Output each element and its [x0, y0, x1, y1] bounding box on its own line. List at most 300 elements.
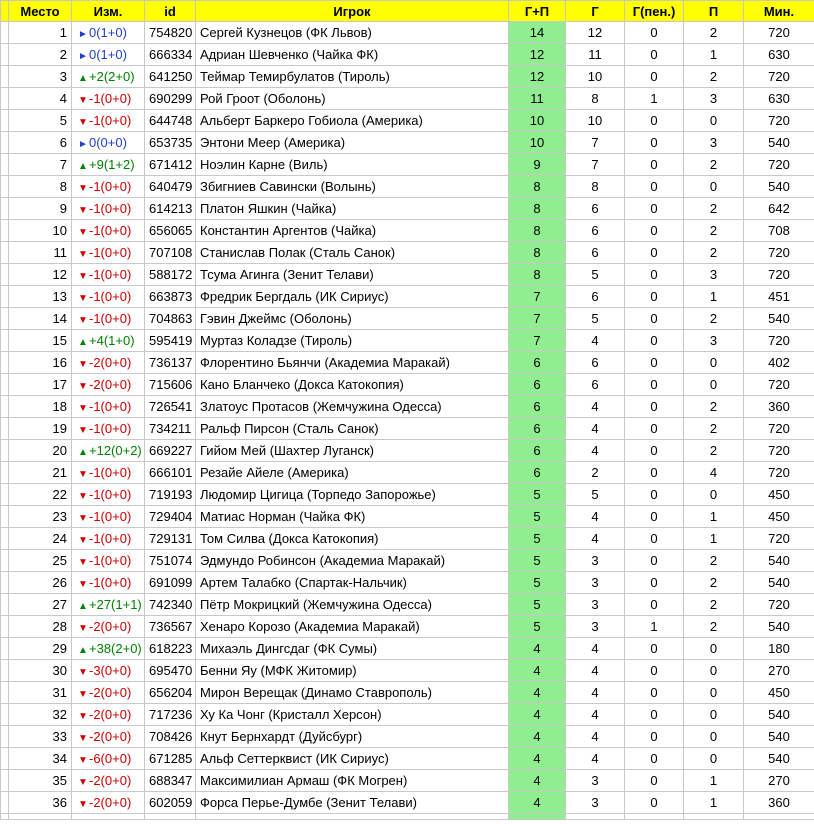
cell-pen-goals[interactable]: 0 — [625, 792, 684, 814]
cell-pen-goals[interactable]: 0 — [625, 440, 684, 462]
cell-pen-goals[interactable]: 0 — [625, 220, 684, 242]
cell-goals[interactable]: 3 — [566, 770, 625, 792]
cell-pen-goals[interactable]: 0 — [625, 66, 684, 88]
cell-points[interactable]: 8 — [509, 242, 566, 264]
cell-assists[interactable]: 0 — [684, 726, 744, 748]
cell-minutes[interactable]: 270 — [744, 770, 814, 792]
cell-id[interactable]: 656204 — [145, 682, 196, 704]
cell-place[interactable]: 4 — [9, 88, 72, 110]
cell-points[interactable]: 4 — [509, 660, 566, 682]
header-pen-goals[interactable]: Г(пен.) — [625, 1, 684, 22]
cell-place[interactable]: 6 — [9, 132, 72, 154]
cell-id[interactable]: 671412 — [145, 154, 196, 176]
cell-goals[interactable]: 2 — [566, 462, 625, 484]
cell-player[interactable]: Пётр Мокрицкий (Жемчужина Одесса) — [196, 594, 509, 616]
cell-place[interactable]: 25 — [9, 550, 72, 572]
cell-minutes[interactable]: 720 — [744, 462, 814, 484]
cell-player[interactable]: Мирон Верещак (Динамо Ставрополь) — [196, 682, 509, 704]
cell-id[interactable]: 618223 — [145, 638, 196, 660]
cell-assists[interactable]: 2 — [684, 22, 744, 44]
cell-points[interactable]: 5 — [509, 616, 566, 638]
cell-pen-goals[interactable]: 0 — [625, 748, 684, 770]
cell-assists[interactable]: 0 — [684, 176, 744, 198]
cell-goals[interactable]: 4 — [566, 726, 625, 748]
cell-minutes[interactable]: 540 — [744, 308, 814, 330]
cell-player[interactable]: Резайе Айеле (Америка) — [196, 462, 509, 484]
cell-change[interactable] — [72, 704, 145, 726]
cell-points[interactable]: 6 — [509, 440, 566, 462]
cell-pen-goals[interactable]: 0 — [625, 44, 684, 66]
header-change[interactable]: Изм. — [72, 1, 145, 22]
cell-player[interactable]: Михаэль Дингсдаг (ФК Сумы) — [196, 638, 509, 660]
cell-assists[interactable]: 2 — [684, 154, 744, 176]
cell-change[interactable] — [72, 44, 145, 66]
cell-change[interactable] — [72, 418, 145, 440]
cell-goals[interactable]: 4 — [566, 682, 625, 704]
cell-change[interactable] — [72, 22, 145, 44]
cell-goals[interactable]: 8 — [566, 88, 625, 110]
cell-change[interactable] — [72, 682, 145, 704]
cell-assists[interactable]: 2 — [684, 440, 744, 462]
cell-id[interactable]: 726541 — [145, 396, 196, 418]
cell-change[interactable] — [72, 286, 145, 308]
cell-id[interactable]: 688347 — [145, 770, 196, 792]
cell-minutes[interactable]: 720 — [744, 418, 814, 440]
cell-player[interactable]: Хенаро Корозо (Академиа Маракай) — [196, 616, 509, 638]
cell-pen-goals[interactable]: 0 — [625, 506, 684, 528]
cell-pen-goals[interactable]: 0 — [625, 572, 684, 594]
cell-id[interactable]: 671285 — [145, 748, 196, 770]
cell-assists[interactable]: 1 — [684, 792, 744, 814]
cell-change[interactable] — [72, 440, 145, 462]
cell-change[interactable] — [72, 264, 145, 286]
cell-player[interactable]: Кнут Бернхардт (Дуйсбург) — [196, 726, 509, 748]
cell-minutes[interactable]: 720 — [744, 22, 814, 44]
cell-points[interactable]: 8 — [509, 264, 566, 286]
cell-minutes[interactable]: 540 — [744, 616, 814, 638]
cell-change[interactable] — [72, 572, 145, 594]
cell-player[interactable]: Ху Ка Чонг (Кристалл Херсон) — [196, 704, 509, 726]
cell-place[interactable]: 11 — [9, 242, 72, 264]
cell-change[interactable] — [72, 528, 145, 550]
cell-minutes[interactable]: 720 — [744, 154, 814, 176]
cell-place[interactable]: 34 — [9, 748, 72, 770]
cell-player[interactable]: Флорентино Бьянчи (Академиа Маракай) — [196, 352, 509, 374]
cell-id[interactable]: 663873 — [145, 286, 196, 308]
cell-pen-goals[interactable]: 0 — [625, 528, 684, 550]
cell-place[interactable]: 10 — [9, 220, 72, 242]
cell-player[interactable]: Людомир Цигица (Торпедо Запорожье) — [196, 484, 509, 506]
cell-id[interactable]: 736137 — [145, 352, 196, 374]
cell-player[interactable]: Форса Перье-Думбе (Зенит Телави) — [196, 792, 509, 814]
cell-player[interactable]: Рой Гроот (Оболонь) — [196, 88, 509, 110]
cell-id[interactable]: 669227 — [145, 440, 196, 462]
cell-assists[interactable]: 3 — [684, 264, 744, 286]
cell-change[interactable] — [72, 550, 145, 572]
cell-assists[interactable]: 2 — [684, 572, 744, 594]
cell-change[interactable] — [72, 748, 145, 770]
cell-assists[interactable]: 2 — [684, 616, 744, 638]
cell-change[interactable] — [72, 110, 145, 132]
cell-minutes[interactable]: 708 — [744, 220, 814, 242]
cell-assists[interactable]: 1 — [684, 770, 744, 792]
cell-change[interactable] — [72, 154, 145, 176]
cell-place[interactable]: 21 — [9, 462, 72, 484]
cell-change[interactable] — [72, 88, 145, 110]
cell-player[interactable]: Артем Талабко (Спартак-Нальчик) — [196, 572, 509, 594]
cell-place[interactable]: 15 — [9, 330, 72, 352]
cell-points[interactable]: 7 — [509, 308, 566, 330]
cell-place[interactable]: 31 — [9, 682, 72, 704]
cell-points[interactable]: 8 — [509, 220, 566, 242]
cell-place[interactable]: 5 — [9, 110, 72, 132]
cell-minutes[interactable]: 360 — [744, 792, 814, 814]
cell-pen-goals[interactable]: 0 — [625, 352, 684, 374]
cell-minutes[interactable]: 720 — [744, 66, 814, 88]
cell-player[interactable]: Ральф Пирсон (Сталь Санок) — [196, 418, 509, 440]
cell-id[interactable]: 742340 — [145, 594, 196, 616]
cell-assists[interactable]: 0 — [684, 352, 744, 374]
cell-points[interactable]: 14 — [509, 22, 566, 44]
cell-points[interactable]: 6 — [509, 462, 566, 484]
cell-id[interactable]: 704863 — [145, 308, 196, 330]
cell-change[interactable] — [72, 396, 145, 418]
cell-assists[interactable]: 4 — [684, 462, 744, 484]
cell-player[interactable]: Сергей Кузнецов (ФК Львов) — [196, 22, 509, 44]
cell-minutes[interactable]: 450 — [744, 682, 814, 704]
cell-change[interactable] — [72, 66, 145, 88]
cell-points[interactable]: 10 — [509, 110, 566, 132]
cell-assists[interactable]: 0 — [684, 110, 744, 132]
cell-goals[interactable]: 5 — [566, 308, 625, 330]
cell-goals[interactable]: 6 — [566, 374, 625, 396]
cell-id[interactable]: 602059 — [145, 792, 196, 814]
header-player[interactable]: Игрок — [196, 1, 509, 22]
cell-goals[interactable]: 10 — [566, 66, 625, 88]
cell-pen-goals[interactable]: 0 — [625, 550, 684, 572]
cell-points[interactable]: 6 — [509, 374, 566, 396]
cell-minutes[interactable]: 720 — [744, 528, 814, 550]
cell-goals[interactable]: 4 — [566, 638, 625, 660]
cell-goals[interactable]: 3 — [566, 792, 625, 814]
cell-change[interactable] — [72, 594, 145, 616]
cell-player[interactable]: Максимилиан Армаш (ФК Могрен) — [196, 770, 509, 792]
cell-assists[interactable]: 3 — [684, 330, 744, 352]
cell-assists[interactable]: 1 — [684, 286, 744, 308]
cell-goals[interactable]: 7 — [566, 132, 625, 154]
cell-place[interactable]: 20 — [9, 440, 72, 462]
cell-place[interactable]: 36 — [9, 792, 72, 814]
cell-minutes[interactable]: 540 — [744, 132, 814, 154]
cell-id[interactable]: 719193 — [145, 484, 196, 506]
cell-minutes[interactable]: 451 — [744, 286, 814, 308]
cell-id[interactable]: 690299 — [145, 88, 196, 110]
cell-change[interactable] — [72, 374, 145, 396]
cell-pen-goals[interactable]: 1 — [625, 88, 684, 110]
cell-minutes[interactable]: 720 — [744, 374, 814, 396]
cell-id[interactable]: 595419 — [145, 330, 196, 352]
cell-place[interactable]: 30 — [9, 660, 72, 682]
cell-id[interactable]: 734211 — [145, 418, 196, 440]
header-minutes[interactable]: Мин. — [744, 1, 814, 22]
cell-goals[interactable]: 6 — [566, 198, 625, 220]
cell-points[interactable]: 4 — [509, 704, 566, 726]
cell-assists[interactable]: 3 — [684, 132, 744, 154]
cell-place[interactable]: 28 — [9, 616, 72, 638]
cell-assists[interactable]: 0 — [684, 660, 744, 682]
cell-points[interactable]: 5 — [509, 484, 566, 506]
cell-pen-goals[interactable]: 0 — [625, 418, 684, 440]
cell-minutes[interactable]: 180 — [744, 638, 814, 660]
cell-assists[interactable]: 2 — [684, 418, 744, 440]
cell-goals[interactable]: 4 — [566, 748, 625, 770]
cell-change[interactable] — [72, 770, 145, 792]
cell-goals[interactable]: 10 — [566, 110, 625, 132]
cell-points[interactable]: 7 — [509, 286, 566, 308]
cell-minutes[interactable]: 720 — [744, 110, 814, 132]
cell-player[interactable]: Матиас Норман (Чайка ФК) — [196, 506, 509, 528]
cell-pen-goals[interactable]: 0 — [625, 660, 684, 682]
cell-player[interactable]: Платон Яшкин (Чайка) — [196, 198, 509, 220]
cell-id[interactable]: 644748 — [145, 110, 196, 132]
cell-id[interactable]: 666334 — [145, 44, 196, 66]
cell-goals[interactable]: 6 — [566, 220, 625, 242]
cell-player[interactable]: Ноэлин Карне (Виль) — [196, 154, 509, 176]
cell-place[interactable]: 9 — [9, 198, 72, 220]
cell-place[interactable]: 16 — [9, 352, 72, 374]
cell-goals[interactable]: 12 — [566, 22, 625, 44]
cell-minutes[interactable]: 630 — [744, 44, 814, 66]
cell-player[interactable]: Альберт Баркеро Гобиола (Америка) — [196, 110, 509, 132]
cell-place[interactable]: 19 — [9, 418, 72, 440]
cell-points[interactable]: 4 — [509, 770, 566, 792]
cell-pen-goals[interactable]: 0 — [625, 198, 684, 220]
cell-change[interactable] — [72, 792, 145, 814]
cell-player[interactable]: Эдмундо Робинсон (Академиа Маракай) — [196, 550, 509, 572]
cell-player[interactable]: Гийом Мей (Шахтер Луганск) — [196, 440, 509, 462]
cell-place[interactable]: 18 — [9, 396, 72, 418]
cell-points[interactable]: 10 — [509, 132, 566, 154]
cell-goals[interactable]: 4 — [566, 506, 625, 528]
cell-id[interactable]: 736567 — [145, 616, 196, 638]
cell-id[interactable]: 653735 — [145, 132, 196, 154]
cell-pen-goals[interactable]: 0 — [625, 462, 684, 484]
header-points[interactable]: Г+П — [509, 1, 566, 22]
cell-assists[interactable]: 1 — [684, 44, 744, 66]
cell-goals[interactable]: 6 — [566, 286, 625, 308]
cell-points[interactable]: 12 — [509, 66, 566, 88]
cell-place[interactable]: 29 — [9, 638, 72, 660]
cell-minutes[interactable]: 540 — [744, 748, 814, 770]
cell-place[interactable]: 32 — [9, 704, 72, 726]
cell-pen-goals[interactable]: 0 — [625, 308, 684, 330]
cell-id[interactable]: 751074 — [145, 550, 196, 572]
cell-goals[interactable]: 5 — [566, 264, 625, 286]
cell-points[interactable]: 4 — [509, 682, 566, 704]
cell-assists[interactable]: 1 — [684, 528, 744, 550]
cell-points[interactable]: 6 — [509, 418, 566, 440]
cell-pen-goals[interactable]: 0 — [625, 242, 684, 264]
cell-player[interactable]: Златоус Протасов (Жемчужина Одесса) — [196, 396, 509, 418]
cell-goals[interactable]: 3 — [566, 616, 625, 638]
cell-assists[interactable]: 0 — [684, 748, 744, 770]
cell-pen-goals[interactable]: 0 — [625, 110, 684, 132]
cell-player[interactable]: Муртаз Коладзе (Тироль) — [196, 330, 509, 352]
cell-id[interactable]: 656065 — [145, 220, 196, 242]
cell-minutes[interactable]: 360 — [744, 396, 814, 418]
cell-change[interactable] — [72, 176, 145, 198]
header-assists[interactable]: П — [684, 1, 744, 22]
cell-id[interactable]: 754820 — [145, 22, 196, 44]
cell-points[interactable]: 7 — [509, 330, 566, 352]
cell-change[interactable] — [72, 462, 145, 484]
cell-player[interactable]: Константин Аргентов (Чайка) — [196, 220, 509, 242]
header-id[interactable]: id — [145, 1, 196, 22]
cell-assists[interactable]: 2 — [684, 220, 744, 242]
cell-pen-goals[interactable]: 0 — [625, 484, 684, 506]
cell-player[interactable]: Фредрик Бергдаль (ИК Сириус) — [196, 286, 509, 308]
cell-minutes[interactable]: 540 — [744, 176, 814, 198]
cell-points[interactable]: 5 — [509, 594, 566, 616]
cell-player[interactable]: Адриан Шевченко (Чайка ФК) — [196, 44, 509, 66]
cell-assists[interactable]: 0 — [684, 704, 744, 726]
cell-goals[interactable]: 3 — [566, 594, 625, 616]
cell-goals[interactable]: 4 — [566, 704, 625, 726]
cell-pen-goals[interactable]: 0 — [625, 770, 684, 792]
cell-minutes[interactable]: 720 — [744, 594, 814, 616]
cell-goals[interactable]: 7 — [566, 154, 625, 176]
cell-id[interactable]: 715606 — [145, 374, 196, 396]
cell-id[interactable]: 666101 — [145, 462, 196, 484]
cell-points[interactable]: 4 — [509, 748, 566, 770]
cell-player[interactable]: Збигниев Савински (Волынь) — [196, 176, 509, 198]
cell-assists[interactable]: 3 — [684, 88, 744, 110]
cell-minutes[interactable]: 720 — [744, 330, 814, 352]
cell-minutes[interactable]: 450 — [744, 506, 814, 528]
cell-minutes[interactable]: 540 — [744, 704, 814, 726]
cell-id[interactable]: 641250 — [145, 66, 196, 88]
cell-change[interactable] — [72, 726, 145, 748]
cell-change[interactable] — [72, 330, 145, 352]
cell-goals[interactable]: 6 — [566, 352, 625, 374]
cell-points[interactable]: 11 — [509, 88, 566, 110]
cell-points[interactable]: 4 — [509, 638, 566, 660]
header-place[interactable]: Место — [9, 1, 72, 22]
cell-change[interactable] — [72, 352, 145, 374]
cell-minutes[interactable]: 540 — [744, 550, 814, 572]
cell-goals[interactable]: 3 — [566, 550, 625, 572]
cell-goals[interactable]: 4 — [566, 330, 625, 352]
cell-assists[interactable]: 0 — [684, 682, 744, 704]
cell-minutes[interactable]: 450 — [744, 484, 814, 506]
header-goals[interactable]: Г — [566, 1, 625, 22]
cell-pen-goals[interactable]: 0 — [625, 374, 684, 396]
cell-player[interactable]: Гэвин Джеймс (Оболонь) — [196, 308, 509, 330]
cell-id[interactable]: 695470 — [145, 660, 196, 682]
cell-pen-goals[interactable]: 0 — [625, 132, 684, 154]
cell-id[interactable]: 691099 — [145, 572, 196, 594]
cell-place[interactable]: 22 — [9, 484, 72, 506]
cell-pen-goals[interactable]: 0 — [625, 330, 684, 352]
cell-goals[interactable]: 4 — [566, 418, 625, 440]
cell-minutes[interactable]: 540 — [744, 572, 814, 594]
cell-place[interactable]: 3 — [9, 66, 72, 88]
cell-id[interactable]: 729404 — [145, 506, 196, 528]
cell-goals[interactable]: 3 — [566, 572, 625, 594]
cell-place[interactable]: 35 — [9, 770, 72, 792]
cell-place[interactable]: 23 — [9, 506, 72, 528]
cell-change[interactable] — [72, 220, 145, 242]
cell-assists[interactable]: 2 — [684, 198, 744, 220]
cell-id[interactable]: 588172 — [145, 264, 196, 286]
cell-assists[interactable]: 2 — [684, 308, 744, 330]
cell-pen-goals[interactable]: 0 — [625, 22, 684, 44]
cell-player[interactable]: Тсума Агинга (Зенит Телави) — [196, 264, 509, 286]
cell-assists[interactable]: 2 — [684, 594, 744, 616]
cell-id[interactable]: 717236 — [145, 704, 196, 726]
cell-goals[interactable]: 4 — [566, 528, 625, 550]
cell-change[interactable] — [72, 308, 145, 330]
cell-change[interactable] — [72, 198, 145, 220]
cell-place[interactable]: 14 — [9, 308, 72, 330]
cell-minutes[interactable]: 540 — [744, 726, 814, 748]
cell-change[interactable] — [72, 132, 145, 154]
cell-assists[interactable]: 2 — [684, 242, 744, 264]
cell-goals[interactable]: 4 — [566, 440, 625, 462]
cell-pen-goals[interactable]: 0 — [625, 682, 684, 704]
cell-goals[interactable]: 4 — [566, 396, 625, 418]
cell-points[interactable]: 12 — [509, 44, 566, 66]
cell-place[interactable]: 13 — [9, 286, 72, 308]
cell-pen-goals[interactable]: 1 — [625, 616, 684, 638]
cell-points[interactable]: 6 — [509, 352, 566, 374]
cell-place[interactable]: 8 — [9, 176, 72, 198]
cell-points[interactable]: 5 — [509, 506, 566, 528]
cell-player[interactable]: Том Силва (Докса Катокопия) — [196, 528, 509, 550]
cell-place[interactable]: 27 — [9, 594, 72, 616]
cell-player[interactable]: Теймар Темирбулатов (Тироль) — [196, 66, 509, 88]
cell-points[interactable]: 8 — [509, 198, 566, 220]
cell-place[interactable]: 12 — [9, 264, 72, 286]
cell-assists[interactable]: 2 — [684, 550, 744, 572]
cell-id[interactable]: 640479 — [145, 176, 196, 198]
cell-assists[interactable]: 1 — [684, 506, 744, 528]
cell-minutes[interactable]: 402 — [744, 352, 814, 374]
cell-goals[interactable]: 4 — [566, 660, 625, 682]
cell-assists[interactable]: 2 — [684, 396, 744, 418]
cell-player[interactable]: Альф Сеттерквист (ИК Сириус) — [196, 748, 509, 770]
cell-place[interactable]: 24 — [9, 528, 72, 550]
cell-pen-goals[interactable]: 0 — [625, 286, 684, 308]
cell-points[interactable]: 5 — [509, 572, 566, 594]
cell-change[interactable] — [72, 638, 145, 660]
cell-player[interactable]: Станислав Полак (Сталь Санок) — [196, 242, 509, 264]
cell-assists[interactable]: 0 — [684, 638, 744, 660]
cell-points[interactable]: 4 — [509, 726, 566, 748]
cell-points[interactable]: 5 — [509, 550, 566, 572]
cell-place[interactable]: 2 — [9, 44, 72, 66]
cell-minutes[interactable]: 270 — [744, 660, 814, 682]
cell-assists[interactable]: 0 — [684, 484, 744, 506]
cell-pen-goals[interactable]: 0 — [625, 264, 684, 286]
cell-change[interactable] — [72, 242, 145, 264]
cell-points[interactable]: 6 — [509, 396, 566, 418]
cell-player[interactable]: Кано Бланчеко (Докса Катокопия) — [196, 374, 509, 396]
cell-minutes[interactable]: 642 — [744, 198, 814, 220]
cell-place[interactable]: 33 — [9, 726, 72, 748]
cell-pen-goals[interactable]: 0 — [625, 594, 684, 616]
cell-id[interactable]: 614213 — [145, 198, 196, 220]
